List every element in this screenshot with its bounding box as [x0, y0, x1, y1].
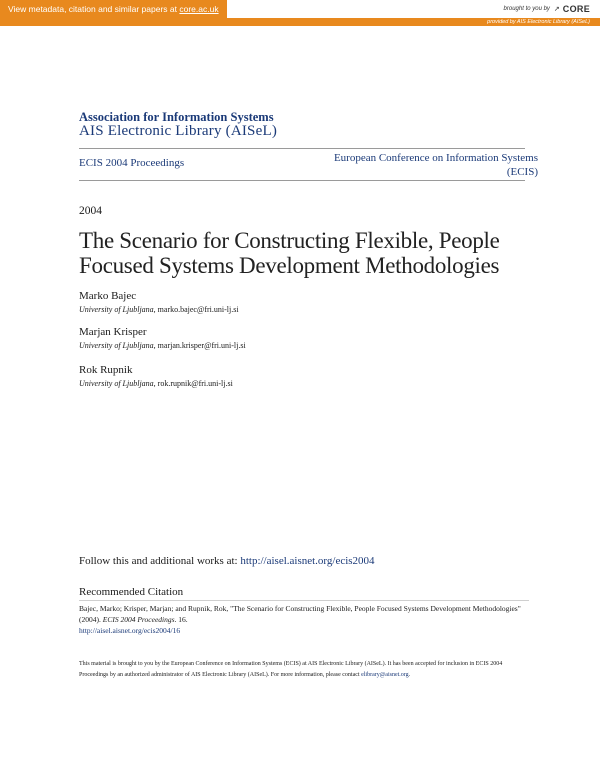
follow-line — [79, 555, 375, 567]
notice-text: This material is brought to you by the European Conference on Information Systems (ECIS) at AIS Electronic Library (AISeL). It has been accepted for inclusion in ECIS 2004 Proceedings by an authorized administrator of AIS Electronic Library (AISeL). For more information, please contact — [79, 661, 503, 678]
affiliation-institution: University of Ljubljana — [79, 379, 154, 388]
citation-block — [79, 603, 529, 636]
core-link[interactable]: core.ac.uk — [179, 4, 219, 14]
paper-year: 2004 — [79, 205, 102, 217]
author-email: , marko.bajec@fri.uni-lj.si — [153, 305, 239, 314]
author-name: Rok Rupnik — [79, 364, 133, 376]
author-email: , marjan.krisper@fri.uni-lj.si — [153, 341, 246, 350]
citation-proceedings: ECIS 2004 Proceedings — [102, 615, 175, 624]
proceedings-link[interactable]: ECIS 2004 Proceedings — [79, 157, 185, 169]
access-notice — [79, 659, 529, 681]
citation-end: . 16. — [174, 615, 188, 624]
author-name: Marko Bajec — [79, 290, 137, 302]
header-bottom-rule — [79, 180, 525, 181]
paper-title-line1: The Scenario for Constructing Flexible, People — [79, 228, 500, 253]
library-name[interactable]: AIS Electronic Library (AISeL) — [79, 123, 278, 139]
header-top-rule — [79, 148, 525, 149]
affiliation-institution: University of Ljubljana — [79, 305, 154, 314]
core-banner — [0, 0, 600, 18]
conference-line2: (ECIS) — [506, 166, 538, 178]
core-view-text: View metadata, citation and similar papers at — [8, 4, 177, 14]
core-icon: ↗ — [553, 6, 560, 13]
follow-text: Follow this and additional works at: — [79, 555, 241, 567]
notice-end: . — [408, 672, 411, 678]
author-name: Marjan Krisper — [79, 326, 147, 338]
author-affiliation — [79, 305, 239, 314]
paper-title — [79, 228, 529, 278]
contact-email-link[interactable]: elibrary@aisnet.org — [361, 672, 409, 678]
brought-text: brought to you by — [503, 6, 550, 12]
provided-by-strip — [0, 18, 600, 26]
conference-link[interactable] — [308, 151, 538, 179]
conference-line1: European Conference on Information Systems — [333, 152, 538, 164]
follow-link[interactable]: http://aisel.aisnet.org/ecis2004 — [240, 555, 375, 567]
core-logo: CORE — [562, 4, 590, 14]
affiliation-institution: University of Ljubljana — [79, 341, 154, 350]
citation-link[interactable]: http://aisel.aisnet.org/ecis2004/16 — [79, 626, 181, 635]
author-affiliation — [79, 341, 246, 350]
citation-text: Bajec, Marko; Krisper, Marjan; and Rupnik, Rok, "The Scenario for Constructing Flexible, People Focused Systems Development Methodologies" (2004). — [79, 604, 521, 624]
provided-by-link[interactable]: provided by AIS Electronic Library (AISeL) — [487, 19, 590, 25]
paper-title-line2: Focused Systems Development Methodologies — [79, 253, 500, 278]
core-brought-by — [504, 4, 600, 14]
association-name: Association for Information Systems — [79, 110, 274, 124]
author-email: , rok.rupnik@fri.uni-lj.si — [153, 379, 233, 388]
citation-rule — [79, 600, 529, 601]
recommended-citation-heading: Recommended Citation — [79, 586, 184, 598]
author-affiliation — [79, 379, 233, 388]
core-view-metadata — [0, 0, 227, 18]
